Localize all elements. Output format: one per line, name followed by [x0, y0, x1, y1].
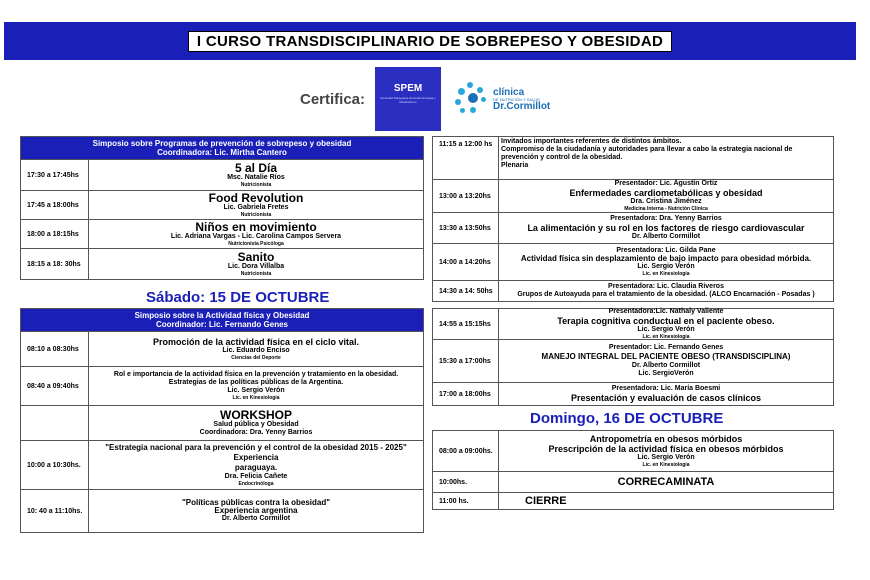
banner-title: I CURSO TRANSDISCIPLINARIO DE SOBREPESO Y OBESIDAD — [188, 31, 672, 52]
clinic-logo — [455, 82, 550, 116]
table-row — [433, 243, 833, 280]
time-cell: 10: 40 a 11:10hs. — [21, 490, 89, 532]
time-cell: 11:15 a 12:00 hs — [433, 137, 499, 179]
header-coordinator: Coordinadora: Lic. Mirtha Cantero — [157, 148, 287, 157]
time-cell: 17:45 a 18:00hs — [21, 191, 89, 219]
plenary-line: prevención y control de la obesidad. — [501, 154, 623, 161]
table-row — [433, 431, 833, 471]
speaker: Lic. Sergio Verón — [637, 454, 695, 461]
spem-logo — [375, 67, 441, 131]
time-cell: 15:30 a 17:00hs — [433, 340, 499, 382]
presenter: Presentador: Lic. Fernando Genes — [608, 344, 724, 351]
certifica-section — [300, 66, 550, 132]
table-row — [433, 471, 833, 492]
presenter: Presentadora:Lic. Nathaly Valiente — [608, 308, 724, 315]
table-row — [21, 489, 423, 532]
session-title: La alimentación y su rol en los factores de riesgo cardiovascular — [527, 223, 805, 233]
table-row — [21, 219, 423, 248]
presenter: Presentadora: Lic. Claudia Riveros — [608, 283, 724, 290]
time-cell: 11:00 hs. — [433, 493, 499, 509]
header-coordinator: Coordinador: Lic. Fernando Genes — [155, 320, 288, 329]
table-row — [433, 339, 833, 382]
session-title: CIERRE — [525, 495, 567, 507]
session-title: "Políticas públicas contra la obesidad" — [181, 498, 331, 507]
session-title: Rol e importancia de la actividad física en la prevención y tratamiento en la obesidad. — [113, 371, 399, 378]
table-row — [433, 137, 833, 179]
symposium-physical-activity-table — [20, 308, 424, 533]
table-row — [21, 190, 423, 219]
spem-abbr: SPEM — [393, 83, 423, 94]
speaker: Dr. Alberto Cormillot — [221, 515, 291, 522]
speaker-role: Ciencias del Deporte — [231, 355, 281, 361]
speaker: Dr. Alberto Cormillot — [631, 362, 701, 369]
header-title: Simposio sobre Programas de prevención de sobrepeso y obesidad — [92, 139, 352, 148]
clinic-brand: Dr.Cormillot — [493, 100, 551, 112]
session-title: Actividad física sin desplazamiento de bajo impacto para obesidad mórbida. — [520, 254, 812, 263]
speaker: Dr. Alberto Cormillot — [631, 233, 701, 240]
table-row — [21, 159, 423, 190]
time-cell: 17:00 a 18:00hs — [433, 383, 499, 405]
table-row — [433, 492, 833, 509]
session-title: Grupos de Autoayuda para el tratamiento de la obesidad. (ALCO Encarnación - Posadas ) — [517, 291, 815, 298]
plenary-line: Invitados importantes referentes de distintos ámbitos. — [501, 138, 682, 145]
session-title: Sanito — [237, 250, 275, 264]
clinic-subtitle: DE NUTRICIÓN Y SALUD — [493, 96, 541, 102]
session-title: "Estrategia nacional para la prevención y el control de la obesidad 2015 - 2025" Experiencia — [105, 443, 407, 462]
time-cell: 14:00 a 14:20hs — [433, 244, 499, 280]
speaker: Lic. Sergio Verón — [637, 326, 695, 333]
plenary-line: Compromiso de la ciudadanía y autoridades para llevar a cabo la estrategia nacional de — [501, 146, 793, 153]
workshop-coordinator: Coordinadora: Dra. Yenny Barrios — [199, 429, 313, 436]
spem-subtitle: Sociedad Paraguaya de Endocrinología y Metabolismo — [380, 96, 436, 104]
dots-icon — [455, 82, 489, 116]
speaker: Msc. Natalie Ríos — [227, 174, 285, 181]
time-cell: 17:30 a 17:45hs — [21, 160, 89, 190]
session-subtitle: Prescripción de la actividad física en obesos mórbidos — [548, 444, 784, 454]
session-title: Presentación y evaluación de casos clínicos — [570, 393, 762, 403]
certifica-label: Certifica: — [300, 90, 366, 108]
time-cell: 08:00 a 09:00hs. — [433, 431, 499, 471]
sunday-heading: Domingo, 16 DE OCTUBRE — [530, 410, 724, 427]
time-cell: 18:15 a 18: 30hs — [21, 249, 89, 279]
clinic-name: clínica — [493, 86, 525, 98]
table-row — [21, 248, 423, 279]
session-title: CORRECAMINATA — [617, 476, 715, 488]
session-subtitle: Experiencia argentina — [214, 506, 298, 515]
time-cell — [21, 406, 89, 440]
header-title: Simposio sobre la Actividad física y Obesidad — [134, 311, 310, 320]
title-banner — [4, 22, 856, 60]
time-cell: 13:00 a 13:20hs — [433, 180, 499, 212]
speaker: Lic. Dora Villalba — [227, 263, 285, 270]
session-title: Promoción de la actividad física en el ciclo vital. — [152, 337, 360, 347]
table-row — [433, 280, 833, 301]
speaker-role: Lic. en Kinesiología — [642, 271, 690, 277]
speaker-role: Nutricionista Psicóloga — [228, 241, 284, 247]
speaker: Lic. Eduardo Enciso — [222, 347, 290, 354]
session-title: Food Revolution — [208, 191, 304, 205]
speaker: Lic. Gabriela Fretes — [223, 204, 289, 211]
time-cell: 08:10 a 08:30hs — [21, 332, 89, 366]
speaker-role: Nutricionista — [240, 271, 272, 277]
speaker-role: Lic. en Kinesiología — [232, 395, 280, 401]
speaker: Dra. Cristina Jiménez — [630, 198, 702, 205]
time-cell: 10:00hs. — [433, 472, 499, 492]
table-row — [21, 366, 423, 405]
saturday-heading: Sábado: 15 DE OCTUBRE — [146, 289, 330, 306]
session-title: Enfermedades cardiometabólicas y obesidad — [569, 188, 763, 198]
speaker-role: Nutricionista — [240, 182, 272, 188]
schedule-afternoon-table — [432, 308, 834, 406]
presenter: Presentadora: Dra. Yenny Barrios — [610, 215, 722, 222]
table-row — [433, 309, 833, 339]
speaker-role: Lic. en Kinesiología — [642, 462, 690, 468]
session-subtitle: paraguaya. — [234, 463, 278, 472]
time-cell: 08:40 a 09:40hs — [21, 367, 89, 405]
workshop-title: WORKSHOP — [220, 408, 292, 422]
session-title: MANEJO INTEGRAL DEL PACIENTE OBESO (TRANSDISCIPLINA) — [541, 352, 791, 361]
time-cell: 18:00 a 18:15hs — [21, 220, 89, 248]
symposium-prevention-table — [20, 136, 424, 280]
table-row — [21, 331, 423, 366]
table-body — [21, 159, 423, 279]
speaker: Lic. Sergio Verón — [227, 387, 285, 394]
session-title: 5 al Día — [234, 161, 278, 175]
speaker-role: Nutricionista — [240, 212, 272, 218]
time-cell: 14:55 a 15:15hs — [433, 309, 499, 339]
presenter: Presentador: Lic. Agustín Ortiz — [614, 180, 718, 187]
speaker: Lic. Adriana Vargas - Lic. Carolina Campos Servera — [170, 233, 342, 240]
workshop-topic: Salud pública y Obesidad — [213, 421, 299, 428]
speaker-role: Lic. en Kinesiología — [642, 334, 690, 340]
speaker: Dra. Felicia Cañete — [224, 473, 288, 480]
session-subtitle: Estrategias de las políticas públicas de la Argentina. — [168, 379, 344, 386]
speaker-secondary: Lic. SergioVerón — [638, 370, 694, 377]
table-row — [433, 212, 833, 243]
presenter: Presentadora: Lic. María Boesmi — [611, 385, 721, 392]
table-row — [21, 405, 423, 440]
schedule-sunday-table — [432, 430, 834, 510]
time-cell: 13:30 a 13:50hs — [433, 213, 499, 243]
table-row — [433, 382, 833, 405]
speaker-role: Medicina Interna - Nutrición Clínica — [624, 206, 708, 212]
time-cell: 10:00 a 10:30hs. — [21, 441, 89, 489]
session-title: Niños en movimiento — [195, 220, 317, 234]
table-row — [21, 440, 423, 489]
session-title: Antropometría en obesos mórbidos — [589, 434, 743, 444]
table-header — [21, 309, 423, 331]
presenter: Presentadora: Lic. Gilda Pane — [616, 247, 716, 254]
session-title: Terapia cognitiva conductual en el paciente obeso. — [557, 316, 775, 326]
speaker-role: Endocrinóloga — [238, 481, 274, 487]
table-row — [433, 179, 833, 212]
speaker: Lic. Sergio Verón — [637, 263, 695, 270]
time-cell: 14:30 a 14: 50hs — [433, 281, 499, 301]
schedule-midday-table — [432, 136, 834, 302]
plenary-line: Plenaria — [501, 162, 529, 169]
table-header — [21, 137, 423, 159]
